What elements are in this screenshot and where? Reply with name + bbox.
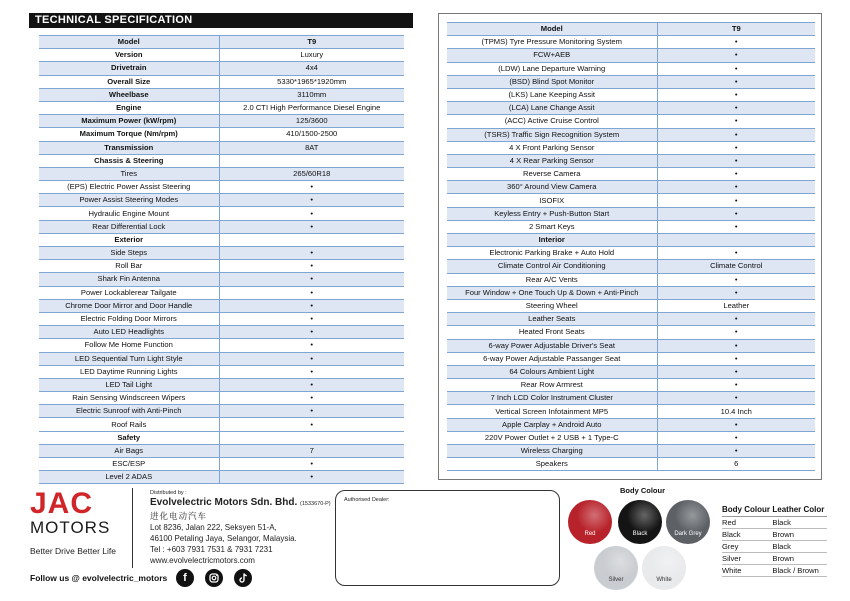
table-row	[39, 365, 404, 378]
colour-cell: Black	[722, 529, 772, 541]
section-row	[39, 431, 404, 444]
spec-value: •	[657, 352, 815, 365]
spec-label: 64 Colours Ambient Light	[447, 365, 657, 378]
spec-value: •	[219, 181, 404, 194]
table-row	[447, 326, 815, 339]
colour-table-header: Body Colour	[722, 505, 772, 517]
table-row	[722, 529, 827, 541]
spec-label: ESC/ESP	[39, 458, 219, 471]
instagram-icon[interactable]	[205, 569, 223, 587]
section-row	[39, 233, 404, 246]
spec-label: Electric Folding Door Mirrors	[39, 312, 219, 325]
spec-value: •	[657, 181, 815, 194]
spec-value: •	[657, 445, 815, 458]
spec-value: Leather	[657, 299, 815, 312]
spec-label: Roll Bar	[39, 260, 219, 273]
spec-value: •	[219, 418, 404, 431]
colour-swatch[interactable]	[666, 500, 710, 544]
spec-value: •	[657, 326, 815, 339]
colour-cell: White	[722, 565, 772, 577]
dealer-label: Authorised Dealer:	[344, 497, 390, 503]
table-row	[39, 115, 404, 128]
spec-value: •	[657, 379, 815, 392]
distributor-address-1: Lot 8236, Jalan 222, Seksyen 51-A,	[150, 523, 277, 532]
spec-value: 8AT	[219, 141, 404, 154]
spec-label: (ACC) Active Cruise Control	[447, 115, 657, 128]
distributor-label: Distributed by :	[150, 490, 187, 496]
table-row	[447, 220, 815, 233]
spec-value: •	[657, 247, 815, 260]
table-row	[447, 128, 815, 141]
colour-cell: Silver	[722, 553, 772, 565]
spec-label: Interior	[447, 234, 657, 247]
spec-value: 410/1500-2500	[219, 128, 404, 141]
table-row	[39, 286, 404, 299]
spec-value: •	[657, 49, 815, 62]
spec-value: •	[657, 207, 815, 220]
header-model: Model	[447, 23, 657, 36]
table-row	[39, 49, 404, 62]
spec-label: Follow Me Home Function	[39, 339, 219, 352]
spec-value	[219, 233, 404, 246]
table-row	[39, 312, 404, 325]
spec-value: •	[219, 247, 404, 260]
spec-label: Power Lockablerear Tailgate	[39, 286, 219, 299]
spec-label: Roof Rails	[39, 418, 219, 431]
spec-value: 3110mm	[219, 88, 404, 101]
spec-value: •	[219, 220, 404, 233]
spec-value: •	[219, 365, 404, 378]
spec-value: •	[219, 405, 404, 418]
swatch-label: White	[656, 577, 672, 583]
spec-label: (LKS) Lane Keeping Assit	[447, 88, 657, 101]
distributor-web[interactable]: www.evolvelectricmotors.com	[150, 556, 255, 565]
spec-label: Climate Control Air Conditioning	[447, 260, 657, 273]
spec-label: Auto LED Headlights	[39, 326, 219, 339]
table-row	[39, 405, 404, 418]
spec-value: •	[657, 75, 815, 88]
spec-label: Apple Carplay + Android Auto	[447, 418, 657, 431]
table-row	[39, 75, 404, 88]
spec-value: •	[219, 458, 404, 471]
swatch-label: Black	[632, 531, 648, 537]
spec-label: (LCA) Lane Change Assit	[447, 102, 657, 115]
table-row	[39, 326, 404, 339]
section-row	[447, 234, 815, 247]
table-row	[447, 141, 815, 154]
logo-motors-text: MOTORS	[30, 518, 111, 537]
spec-label: Tires	[39, 167, 219, 180]
table-row	[447, 168, 815, 181]
table-row	[39, 299, 404, 312]
table-row	[447, 181, 815, 194]
table-row	[39, 352, 404, 365]
spec-value: •	[657, 194, 815, 207]
table-row	[447, 445, 815, 458]
table-row	[447, 49, 815, 62]
table-row	[447, 207, 815, 220]
table-row	[39, 88, 404, 101]
table-header-row	[39, 36, 404, 49]
table-row	[39, 62, 404, 75]
follow-us-text: Follow us @ evolvelectric_motors	[30, 573, 168, 583]
table-row	[39, 220, 404, 233]
table-row	[39, 128, 404, 141]
spec-value: •	[657, 392, 815, 405]
leather-cell: Black	[772, 541, 827, 553]
table-row	[39, 247, 404, 260]
spec-label: (TPMS) Tyre Pressure Monitoring System	[447, 36, 657, 49]
table-row	[39, 167, 404, 180]
spec-value: •	[219, 207, 404, 220]
table-row	[447, 352, 815, 365]
table-row	[447, 194, 815, 207]
distributor-address-2: 46100 Petaling Jaya, Selangor, Malaysia.	[150, 534, 297, 543]
spec-value: •	[657, 418, 815, 431]
spec-value: •	[657, 36, 815, 49]
spec-label: Chrome Door Mirror and Door Handle	[39, 299, 219, 312]
colour-swatch[interactable]	[568, 500, 612, 544]
spec-label: Electronic Parking Brake + Auto Hold	[447, 247, 657, 260]
table-row	[447, 88, 815, 101]
table-row	[39, 444, 404, 457]
spec-value: •	[219, 471, 404, 484]
table-row	[39, 392, 404, 405]
table-row	[447, 260, 815, 273]
spec-label: Version	[39, 49, 219, 62]
spec-label: Power Assist Steering Modes	[39, 194, 219, 207]
facebook-icon[interactable]: f	[176, 569, 194, 587]
panel-title: TECHNICAL SPECIFICATION	[29, 13, 413, 28]
tagline: Better Drive Better Life	[30, 546, 116, 556]
table-row	[447, 339, 815, 352]
distributor-tel: Tel : +603 7931 7531 & 7931 7231	[150, 545, 273, 554]
table-row	[447, 62, 815, 75]
table-row	[447, 379, 815, 392]
spec-label: Reverse Camera	[447, 168, 657, 181]
spec-label: 2 Smart Keys	[447, 220, 657, 233]
spec-label: Electric Sunroof with Anti-Pinch	[39, 405, 219, 418]
table-row	[39, 378, 404, 391]
spec-label: LED Daytime Running Lights	[39, 365, 219, 378]
table-row	[447, 102, 815, 115]
spec-label: 7 Inch LCD Color Instrument Cluster	[447, 392, 657, 405]
table-row	[722, 517, 827, 529]
logo-jac-text: JAC	[30, 487, 94, 520]
body-colour-heading: Body Colour	[620, 486, 665, 495]
spec-value: •	[657, 273, 815, 286]
spec-label: LED Sequential Turn Light Style	[39, 352, 219, 365]
colour-cell: Grey	[722, 541, 772, 553]
spec-label: (LDW) Lane Departure Warning	[447, 62, 657, 75]
table-row	[39, 101, 404, 114]
authorised-dealer-box	[335, 490, 560, 586]
spec-label: Rear Differential Lock	[39, 220, 219, 233]
swatch-label: Silver	[608, 577, 624, 583]
spec-table-right	[447, 22, 815, 471]
spec-value: •	[657, 102, 815, 115]
table-row	[447, 273, 815, 286]
table-header-row	[447, 23, 815, 36]
spec-label: Maximum Torque (Nm/rpm)	[39, 128, 219, 141]
spec-value: 10.4 Inch	[657, 405, 815, 418]
spec-value: •	[219, 339, 404, 352]
spec-label: (TSRS) Traffic Sign Recognition System	[447, 128, 657, 141]
section-row	[39, 154, 404, 167]
spec-value: •	[219, 312, 404, 325]
spec-label: FCW+AEB	[447, 49, 657, 62]
spec-value	[219, 154, 404, 167]
table-row	[447, 392, 815, 405]
table-row	[39, 260, 404, 273]
distributor-chinese-name: 进化电动汽车	[150, 511, 208, 521]
table-row	[39, 458, 404, 471]
table-row	[447, 154, 815, 167]
spec-label: Exterior	[39, 233, 219, 246]
spec-value: •	[657, 339, 815, 352]
spec-label: Safety	[39, 431, 219, 444]
tiktok-icon[interactable]	[234, 569, 252, 587]
spec-value: •	[657, 365, 815, 378]
spec-label: Wireless Charging	[447, 445, 657, 458]
spec-label: Speakers	[447, 458, 657, 471]
table-row	[447, 458, 815, 471]
table-row	[39, 273, 404, 286]
spec-table-left	[39, 35, 404, 484]
distributor-name: Evolvelectric Motors Sdn. Bhd.	[150, 497, 298, 508]
table-row	[447, 299, 815, 312]
table-row	[39, 194, 404, 207]
table-row	[447, 75, 815, 88]
colour-swatch[interactable]	[642, 546, 686, 590]
table-row	[447, 405, 815, 418]
spec-label: 6-way Power Adjustable Passanger Seat	[447, 352, 657, 365]
distributor-reg: (1533670-P)	[300, 501, 331, 507]
distributor-name-line	[150, 497, 331, 510]
spec-label: Heated Front Seats	[447, 326, 657, 339]
table-row	[39, 418, 404, 431]
leather-cell: Black / Brown	[772, 565, 827, 577]
table-row	[447, 365, 815, 378]
spec-label: (EPS) Electric Power Assist Steering	[39, 181, 219, 194]
colour-table-header: Leather Color	[772, 505, 827, 517]
spec-value: •	[219, 299, 404, 312]
spec-label: Engine	[39, 101, 219, 114]
table-row	[447, 247, 815, 260]
spec-label: Leather Seats	[447, 313, 657, 326]
table-row	[447, 313, 815, 326]
spec-label: 4 X Rear Parking Sensor	[447, 154, 657, 167]
spec-value: •	[219, 352, 404, 365]
table-row	[447, 418, 815, 431]
colour-combination-table	[722, 505, 827, 577]
table-row	[447, 431, 815, 444]
swatch-label: Dark Grey	[674, 531, 702, 537]
table-row	[447, 115, 815, 128]
spec-label: Rear A/C Vents	[447, 273, 657, 286]
spec-label: Air Bags	[39, 444, 219, 457]
jac-logo	[30, 487, 130, 537]
spec-value	[219, 431, 404, 444]
swatch-label: Red	[584, 531, 596, 537]
spec-value	[657, 234, 815, 247]
spec-label: Rain Sensing Windscreen Wipers	[39, 392, 219, 405]
spec-value: •	[657, 154, 815, 167]
spec-panel-left	[29, 13, 413, 482]
spec-label: Vertical Screen Infotainment MP5	[447, 405, 657, 418]
spec-value: •	[657, 313, 815, 326]
table-row	[722, 565, 827, 577]
spec-label: Steering Wheel	[447, 299, 657, 312]
divider	[132, 488, 133, 568]
spec-value: 2.0 CTI High Performance Diesel Engine	[219, 101, 404, 114]
table-row	[39, 207, 404, 220]
spec-value: 5330*1965*1920mm	[219, 75, 404, 88]
spec-value: •	[219, 378, 404, 391]
distributor-info	[150, 490, 331, 566]
table-row	[722, 541, 827, 553]
spec-label: 6-way Power Adjustable Driver's Seat	[447, 339, 657, 352]
spec-value: •	[657, 220, 815, 233]
spec-label: Four Window + One Touch Up & Down + Anti-Pinch	[447, 286, 657, 299]
header-t9: T9	[219, 36, 404, 49]
spec-label: Hydraulic Engine Mount	[39, 207, 219, 220]
table-row	[39, 141, 404, 154]
header-model: Model	[39, 36, 219, 49]
spec-label: Maximum Power (kW/rpm)	[39, 115, 219, 128]
table-row	[39, 339, 404, 352]
spec-value: 4x4	[219, 62, 404, 75]
table-row	[39, 181, 404, 194]
spec-value: •	[219, 260, 404, 273]
spec-value: 6	[657, 458, 815, 471]
colour-swatch[interactable]	[618, 500, 662, 544]
spec-value: •	[657, 431, 815, 444]
table-row	[447, 36, 815, 49]
table-row	[722, 553, 827, 565]
table-row	[447, 286, 815, 299]
spec-value: •	[657, 62, 815, 75]
spec-value: •	[219, 392, 404, 405]
spec-value: •	[219, 273, 404, 286]
spec-label: LED Tail Light	[39, 378, 219, 391]
spec-label: Keyless Entry + Push-Button Start	[447, 207, 657, 220]
spec-label: Side Steps	[39, 247, 219, 260]
spec-label: Wheelbase	[39, 88, 219, 101]
spec-label: Chassis & Steering	[39, 154, 219, 167]
spec-value: •	[657, 128, 815, 141]
spec-value: 125/3600	[219, 115, 404, 128]
leather-cell: Brown	[772, 529, 827, 541]
spec-label: (BSD) Blind Spot Monitor	[447, 75, 657, 88]
leather-cell: Black	[772, 517, 827, 529]
spec-value: •	[657, 115, 815, 128]
spec-value: •	[657, 141, 815, 154]
spec-value: Climate Control	[657, 260, 815, 273]
leather-cell: Brown	[772, 553, 827, 565]
spec-value: •	[219, 326, 404, 339]
table-row	[39, 471, 404, 484]
colour-swatch[interactable]	[594, 546, 638, 590]
spec-label: 360° Around View Camera	[447, 181, 657, 194]
spec-label: 4 X Front Parking Sensor	[447, 141, 657, 154]
spec-label: 220V Power Outlet + 2 USB + 1 Type-C	[447, 431, 657, 444]
spec-label: Level 2 ADAS	[39, 471, 219, 484]
spec-value: •	[657, 286, 815, 299]
spec-value: Luxury	[219, 49, 404, 62]
spec-value: •	[657, 88, 815, 101]
spec-value: 265/60R18	[219, 167, 404, 180]
spec-value: •	[657, 168, 815, 181]
spec-panel-right	[438, 13, 822, 480]
spec-label: Transmission	[39, 141, 219, 154]
spec-label: Rear Row Armrest	[447, 379, 657, 392]
spec-label: ISOFIX	[447, 194, 657, 207]
spec-value: 7	[219, 444, 404, 457]
spec-label: Overall Size	[39, 75, 219, 88]
spec-label: Drivetrain	[39, 62, 219, 75]
spec-value: •	[219, 286, 404, 299]
spec-label: Shark Fin Antenna	[39, 273, 219, 286]
spec-value: •	[219, 194, 404, 207]
colour-cell: Red	[722, 517, 772, 529]
header-t9: T9	[657, 23, 815, 36]
